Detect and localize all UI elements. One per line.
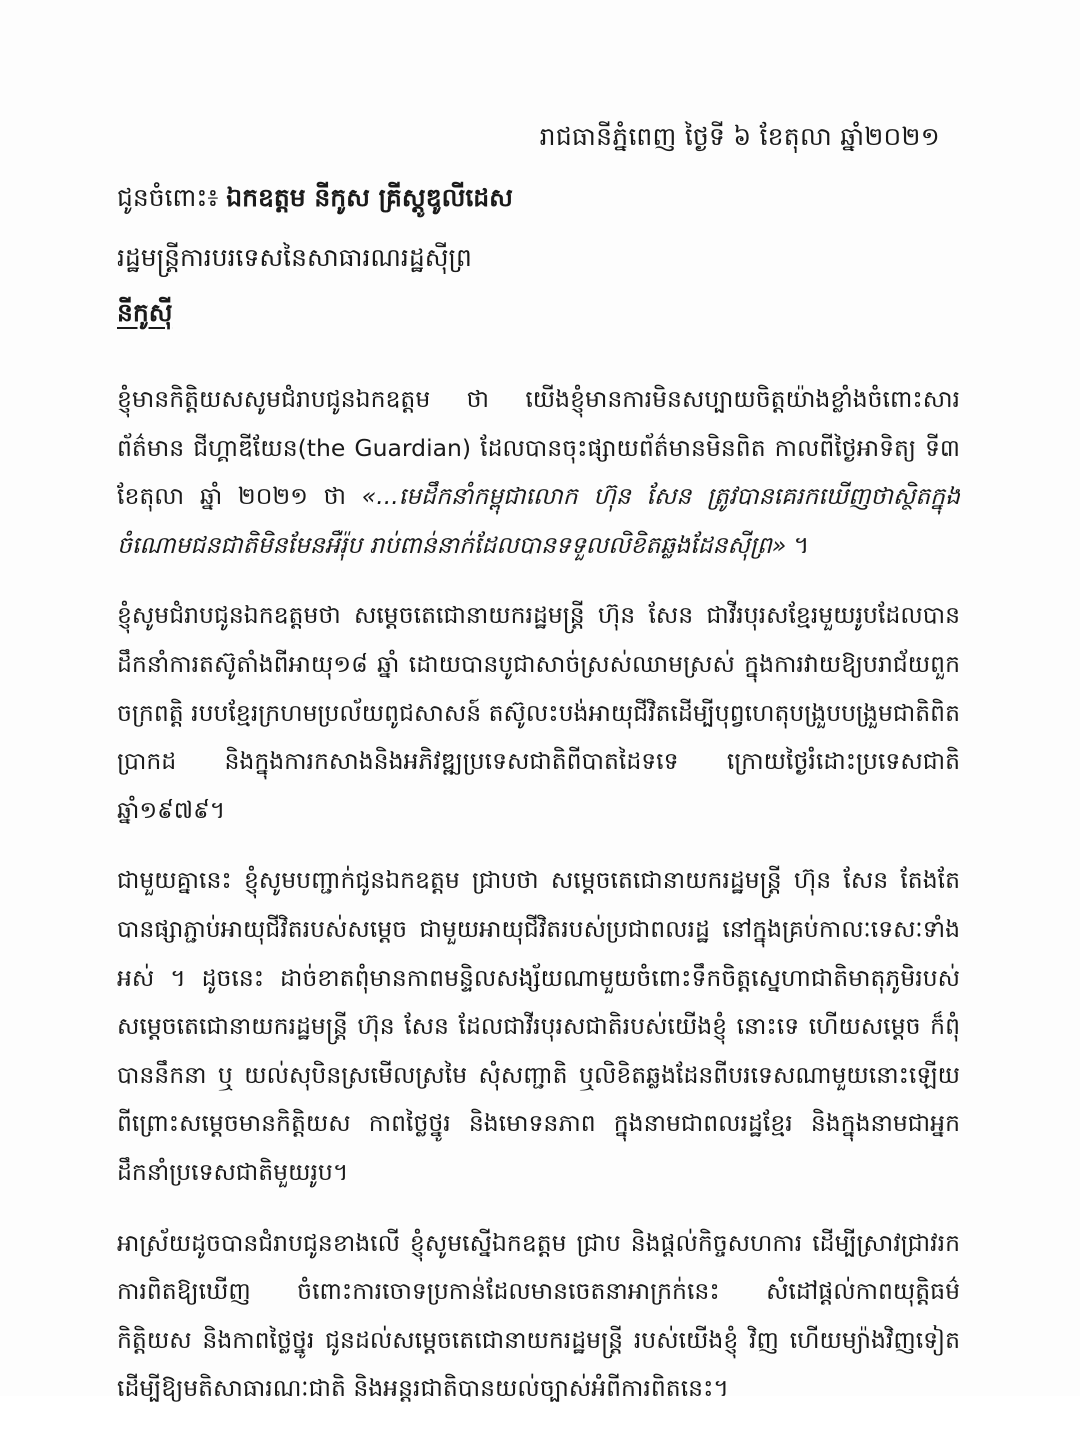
paragraph-1 <box>117 375 960 569</box>
paragraph-2: ខ្ញុំសូមជំរាបជូនឯកឧត្តមថា សម្តេចតេជោនាយករដ្ឋមន្ត្រី ហ៊ុន សែន ជាវីរបុរសខ្មែរមួយរូបដែលបានដឹកនាំការតស៊ូតាំងពីអាយុ១៨ ឆ្នាំ ដោយបានបូជាសាច់ស្រស់ឈាមស្រស់ ក្នុងការវាយឱ្យបរាជ័យពួកចក្រពត្តិ របបខ្មែរក្រហមប្រល័យពូជសាសន៍ តស៊ូលះបង់អាយុជីវិតដើម្បីបុព្វហេតុបង្រួបបង្រួមជាតិពិតប្រាកដ និងក្នុងការកសាងនិងអភិវឌ្ឍប្រទេសជាតិពីបាតដៃទទេ ក្រោយថ្ងៃរំដោះប្រទេសជាតិឆ្នាំ១៩៧៩។ <box>117 601 960 824</box>
letter-date: រាជធានីភ្នំពេញ ថ្ងៃទី ៦ ខែតុលា ឆ្នាំ២០២១ <box>539 122 940 151</box>
paragraph-4: អាស្រ័យដូចបានជំរាបជូនខាងលើ ខ្ញុំសូមស្នើឯកឧត្តម ជ្រាប និងផ្តល់កិច្ចសហការ ដើម្បីស្រាវជ្រាវរកការពិតឱ្យឃើញ ចំពោះការចោទប្រកាន់ដែលមានចេតនាអាក្រក់នេះ សំដៅផ្តល់កាពយុត្តិធម៌ កិត្តិយស និងកាពថ្លៃថ្នូរ ជូនដល់សម្តេចតេជោនាយករដ្ឋមន្ត្រី របស់យើងខ្ញុំ វិញ ហើយម្យ៉ាងវិញទៀត ដើម្បីឱ្យមតិសាធារណៈជាតិ និងអន្តរជាតិបានយល់ច្បាស់អំពីការពិតនេះ។ <box>117 1228 960 1403</box>
paragraph-3: ជាមួយគ្នានេះ ខ្ញុំសូមបញ្ជាក់ជូនឯកឧត្តម ជ្រាបថា សម្តេចតេជោនាយករដ្ឋមន្ត្រី ហ៊ុន សែន តែងតែបានផ្សាភ្ជាប់អាយុជីវិតរបស់សម្តេច ជាមួយអាយុជីវិតរបស់ប្រជាពលរដ្ឋ នៅក្នុងគ្រប់កាលៈទេសៈទាំងអស់ ។ ដូចនេះ ដាច់ខាតពុំមានកាពមន្ទិលសង្ស័យណាមួយចំពោះទឹកចិត្តស្នេហាជាតិមាតុភូមិរបស់ សម្តេចតេជោនាយករដ្ឋមន្ត្រី ហ៊ុន សែន ដែលជាវីរបុរសជាតិរបស់យើងខ្ញុំ នោះទេ ហើយសម្តេច ក៏ពុំបាននឹកនា ឬ យល់សុបិនស្រមើលស្រមៃ សុំសញ្ជាតិ ឬលិខិតឆ្លងដែនពីបរទេសណាមួយនោះឡើយ ពីព្រោះសម្តេចមានកិត្តិយស កាពថ្លៃថ្នូរ និងមោទនភាព ក្នុងនាមជាពលរដ្ឋខ្មែរ និងក្នុងនាមជាអ្នកដឹកនាំប្រទេសជាតិមួយរូប។ <box>117 866 960 1186</box>
recipient-line <box>117 183 513 219</box>
recipient-label: ជូនចំពោះ <box>117 183 208 212</box>
recipient-colon: ៖ <box>207 183 227 212</box>
recipient-name: ឯកឧត្តម នីកូស គ្រីស្តូឌូលីដេស <box>226 183 513 212</box>
letter-body <box>117 375 960 1435</box>
recipient-role: រដ្ឋមន្ត្រីការបរទេសនៃសាធារណរដ្ឋស៊ីព្រ <box>117 243 472 272</box>
paragraph-1-end: ។ <box>786 530 810 559</box>
recipient-city: នីកូស៊ី <box>117 298 173 327</box>
paragraph-1-quote: «...មេដឹកនាំកម្ពុជាលោក ហ៊ុន សែន ត្រូវបានគេរកឃើញថាស្ថិតក្នុងចំណោមជនជាតិមិនមែនអឺរ៉ុប រាប់ពាន់នាក់ដែលបានទទួលលិខិតឆ្លងដែនស៊ីព្រ» <box>117 482 960 559</box>
paragraph-1-lead: ខ្ញុំមានកិត្តិយសសូមជំរាបជូនឯកឧត្តម ថា យើងខ្ញុំមានការមិនសប្បាយចិត្តយ៉ាងខ្លាំងចំពោះសារព័ត៌មាន ជីហ្គាឌីយែន(the Guardian) ដែលបានចុះផ្សាយព័ត៌មានមិនពិត កាលពីថ្ងៃអាទិត្យ ទី៣ ខែតុលា ឆ្នាំ ២០២១ ថា <box>117 385 960 511</box>
